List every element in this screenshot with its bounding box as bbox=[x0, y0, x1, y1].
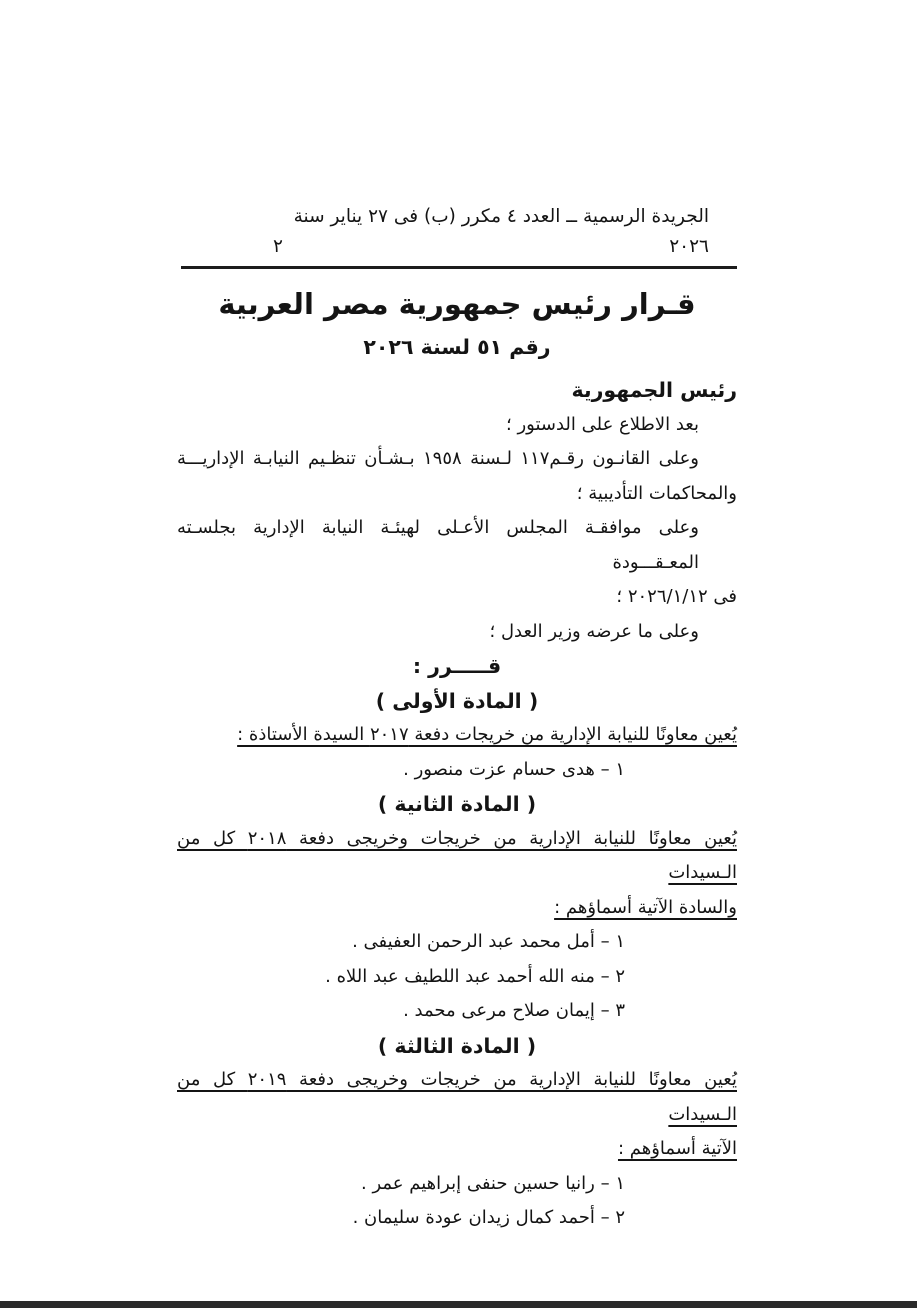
preamble-line: وعلى القانـون رقـم١١٧ لـسنة ١٩٥٨ بـشـأن تنظـيم النيابـة الإداريـــة bbox=[177, 448, 699, 469]
article-1-intro-line: يُعين معاونًا للنيابة الإدارية من خريجات دفعة ٢٠١٧ السيدة الأستاذة : bbox=[237, 724, 737, 745]
article-3-intro-line: يُعين معاونًا للنيابة الإدارية من خريجات وخريجى دفعة ٢٠١٩ كل من الـسيدات bbox=[177, 1069, 737, 1125]
running-head bbox=[177, 202, 737, 266]
decree-title: قـرار رئيس جمهورية مصر العربية bbox=[218, 287, 696, 321]
article-2-intro-line: والسادة الآتية أسماؤهم : bbox=[554, 896, 737, 918]
preamble-line: والمحاكمات التأديبية ؛ bbox=[576, 482, 737, 504]
decree-number: رقم ٥١ لسنة ٢٠٢٦ bbox=[363, 335, 551, 359]
appointee-item: ٣ – إيمان صلاح مرعى محمد . bbox=[403, 1000, 625, 1021]
preamble-line: وعلى ما عرضه وزير العدل ؛ bbox=[489, 620, 699, 642]
article-1-heading: ( المادة الأولى ) bbox=[375, 688, 539, 713]
scan-bottom-edge bbox=[0, 1301, 917, 1308]
preamble-line: فى ٢٠٢٦/١/١٢ ؛ bbox=[616, 586, 737, 607]
gazette-page bbox=[177, 202, 737, 1236]
running-head-title: الجريدة الرسمية ــ العدد ٤ مكرر (ب) فى ٢٧ يناير سنة ٢٠٢٦ bbox=[293, 206, 709, 257]
appointee-item: ١ – رانيا حسين حنفى إبراهيم عمر . bbox=[361, 1172, 625, 1194]
article-3-heading: ( المادة الثالثة ) bbox=[377, 1033, 537, 1058]
appointee-item: ١ – أمل محمد عبد الرحمن العفيفى . bbox=[352, 931, 625, 952]
appointee-item: ٢ – منه الله أحمد عبد اللطيف عبد اللاه . bbox=[325, 965, 625, 987]
preamble-line: بعد الاطلاع على الدستور ؛ bbox=[506, 413, 699, 435]
header-divider bbox=[181, 266, 737, 269]
preamble-line: وعلى موافقـة المجلس الأعـلى لهيئـة النيابة الإدارية بجلسـته المعـقـــودة bbox=[177, 517, 699, 573]
appointee-item: ٢ – أحمد كمال زيدان عودة سليمان . bbox=[352, 1207, 625, 1228]
appointee-item: ١ – هدى حسام عزت منصور . bbox=[403, 758, 625, 780]
article-3-intro-line: الآتية أسماؤهم : bbox=[617, 1138, 737, 1159]
article-2-heading: ( المادة الثانية ) bbox=[377, 792, 537, 816]
enactment-word: قـــــرر : bbox=[412, 654, 502, 678]
issuer-heading: رئيس الجمهورية bbox=[571, 378, 737, 402]
article-2-intro-line: يُعين معاونًا للنيابة الإدارية من خريجات وخريجى دفعة ٢٠١٨ كل من الـسيدات bbox=[177, 827, 737, 883]
page-number: ٢ bbox=[273, 236, 283, 257]
